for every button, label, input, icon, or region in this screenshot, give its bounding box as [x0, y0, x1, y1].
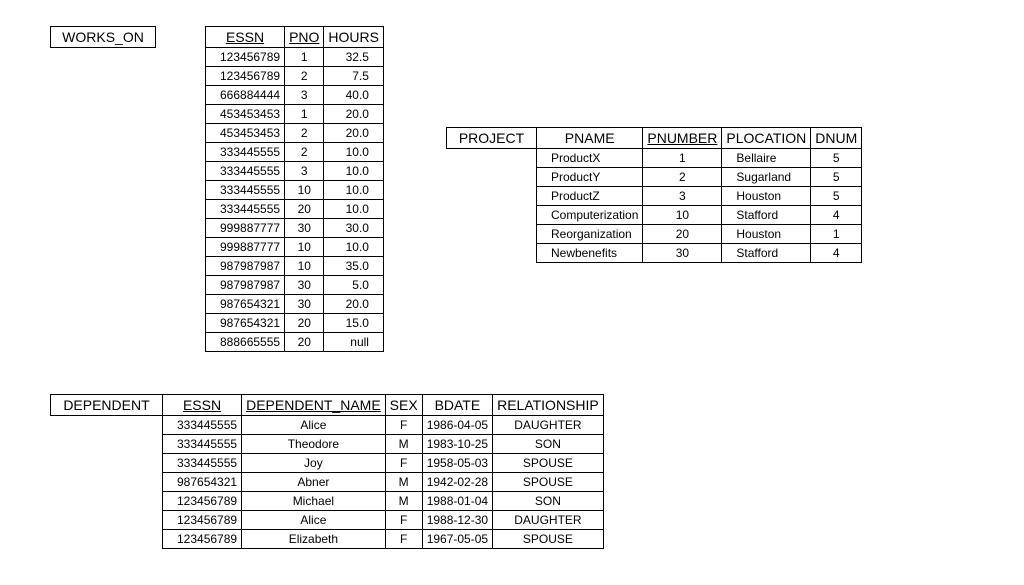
table-row [537, 149, 862, 168]
column-header: BDATE [422, 395, 492, 416]
table-cell: F [385, 454, 422, 473]
table-cell: 10.0 [324, 143, 384, 162]
table-cell: 10 [285, 257, 324, 276]
table-cell: 2 [643, 168, 722, 187]
table-cell: 30 [643, 244, 722, 263]
table-cell: 10.0 [324, 238, 384, 257]
table-cell: 4 [811, 244, 862, 263]
table-cell: F [385, 530, 422, 549]
table-row [206, 143, 384, 162]
table-cell: Joy [242, 454, 386, 473]
table-row [206, 67, 384, 86]
table-cell: SPOUSE [493, 454, 604, 473]
table-cell: 10.0 [324, 181, 384, 200]
table-cell: ProductZ [537, 187, 643, 206]
table-row [163, 473, 604, 492]
column-header: ESSN [206, 27, 285, 48]
table-cell: Abner [242, 473, 386, 492]
column-header: PLOCATION [722, 128, 811, 149]
column-header: ESSN [163, 395, 242, 416]
table-cell: M [385, 492, 422, 511]
table-cell: M [385, 473, 422, 492]
table-cell: 35.0 [324, 257, 384, 276]
table-cell: 2 [285, 143, 324, 162]
table-cell: SPOUSE [493, 473, 604, 492]
table-cell: 1958-05-03 [422, 454, 492, 473]
table-cell: Theodore [242, 435, 386, 454]
table-cell: SPOUSE [493, 530, 604, 549]
table-row [537, 244, 862, 263]
table-cell: Stafford [722, 244, 811, 263]
table-cell: 123456789 [163, 511, 242, 530]
table-cell: 2 [285, 67, 324, 86]
table-cell: 123456789 [206, 67, 285, 86]
table-row [163, 454, 604, 473]
table-cell: 1 [285, 105, 324, 124]
table-cell: 333445555 [206, 162, 285, 181]
table-cell: 123456789 [206, 48, 285, 67]
table-row [537, 168, 862, 187]
table-cell: 1986-04-05 [422, 416, 492, 435]
column-header: RELATIONSHIP [493, 395, 604, 416]
table-cell: 666884444 [206, 86, 285, 105]
column-header: SEX [385, 395, 422, 416]
table-cell: 20 [643, 225, 722, 244]
works-on-name: WORKS_ON [50, 26, 156, 48]
table-cell: 7.5 [324, 67, 384, 86]
table-cell: Newbenefits [537, 244, 643, 263]
project-table [536, 127, 862, 263]
table-cell: ProductX [537, 149, 643, 168]
column-header: PNO [285, 27, 324, 48]
table-cell: 1988-12-30 [422, 511, 492, 530]
table-cell: 3 [285, 162, 324, 181]
table-cell: Computerization [537, 206, 643, 225]
table-cell: 10 [285, 181, 324, 200]
column-header: DNUM [811, 128, 862, 149]
table-cell: M [385, 435, 422, 454]
table-cell: 333445555 [206, 181, 285, 200]
table-row [163, 492, 604, 511]
table-cell: Elizabeth [242, 530, 386, 549]
table-cell: 999887777 [206, 219, 285, 238]
table-cell: 333445555 [163, 416, 242, 435]
table-cell: 32.5 [324, 48, 384, 67]
works-on-table [205, 26, 384, 352]
table-cell: 5 [811, 168, 862, 187]
table-cell: 1 [643, 149, 722, 168]
table-cell: 999887777 [206, 238, 285, 257]
column-header: PNUMBER [643, 128, 722, 149]
table-cell: DAUGHTER [493, 511, 604, 530]
table-cell: 333445555 [163, 435, 242, 454]
table-cell: 5 [811, 187, 862, 206]
table-row [206, 276, 384, 295]
table-row [206, 257, 384, 276]
table-cell: 453453453 [206, 124, 285, 143]
table-cell: 1942-02-28 [422, 473, 492, 492]
table-row [537, 206, 862, 225]
table-cell: 20.0 [324, 295, 384, 314]
table-cell: 20 [285, 200, 324, 219]
table-cell: Alice [242, 511, 386, 530]
table-cell: 4 [811, 206, 862, 225]
table-row [537, 225, 862, 244]
table-cell: 3 [285, 86, 324, 105]
table-cell: Stafford [722, 206, 811, 225]
table-cell: 987654321 [206, 295, 285, 314]
table-cell: 1 [811, 225, 862, 244]
table-cell: Michael [242, 492, 386, 511]
table-row [206, 162, 384, 181]
column-header: HOURS [324, 27, 384, 48]
table-cell: 5.0 [324, 276, 384, 295]
table-cell: 10.0 [324, 200, 384, 219]
column-header: DEPENDENT_NAME [242, 395, 386, 416]
table-cell: 1988-01-04 [422, 492, 492, 511]
table-cell: 333445555 [163, 454, 242, 473]
dependent-table [162, 394, 604, 549]
table-cell: 3 [643, 187, 722, 206]
table-cell: 30 [285, 276, 324, 295]
table-row [163, 416, 604, 435]
table-cell: 123456789 [163, 530, 242, 549]
table-cell: 20 [285, 314, 324, 333]
table-cell: 5 [811, 149, 862, 168]
table-cell: 10 [285, 238, 324, 257]
table-row [206, 200, 384, 219]
table-cell: SON [493, 435, 604, 454]
table-row [206, 295, 384, 314]
table-cell: F [385, 416, 422, 435]
table-cell: F [385, 511, 422, 530]
table-cell: 333445555 [206, 200, 285, 219]
table-cell: 2 [285, 124, 324, 143]
table-cell: 20.0 [324, 105, 384, 124]
table-row [163, 511, 604, 530]
table-row [206, 86, 384, 105]
table-cell: 10 [643, 206, 722, 225]
table-row [206, 333, 384, 352]
table-row [537, 187, 862, 206]
table-cell: 1967-05-05 [422, 530, 492, 549]
table-cell: 1 [285, 48, 324, 67]
table-cell: 987654321 [163, 473, 242, 492]
table-cell: 123456789 [163, 492, 242, 511]
table-cell: 987987987 [206, 276, 285, 295]
table-cell: 15.0 [324, 314, 384, 333]
table-cell: 30.0 [324, 219, 384, 238]
table-cell: 453453453 [206, 105, 285, 124]
column-header: PNAME [537, 128, 643, 149]
table-cell: 30 [285, 219, 324, 238]
table-cell: Alice [242, 416, 386, 435]
table-row [206, 124, 384, 143]
table-cell: 987987987 [206, 257, 285, 276]
table-cell: 30 [285, 295, 324, 314]
table-row [206, 314, 384, 333]
table-cell: Sugarland [722, 168, 811, 187]
table-cell: 40.0 [324, 86, 384, 105]
table-row [206, 238, 384, 257]
table-row [206, 219, 384, 238]
table-cell: Reorganization [537, 225, 643, 244]
table-cell: ProductY [537, 168, 643, 187]
table-row [206, 105, 384, 124]
table-cell: null [324, 333, 384, 352]
table-row [206, 181, 384, 200]
project-name: PROJECT [446, 127, 537, 149]
table-cell: 20 [285, 333, 324, 352]
table-row [163, 530, 604, 549]
table-cell: 20.0 [324, 124, 384, 143]
table-row [163, 435, 604, 454]
table-cell: Houston [722, 225, 811, 244]
table-cell: SON [493, 492, 604, 511]
table-cell: 1983-10-25 [422, 435, 492, 454]
table-row [206, 48, 384, 67]
table-cell: 888665555 [206, 333, 285, 352]
table-cell: Houston [722, 187, 811, 206]
table-cell: Bellaire [722, 149, 811, 168]
dependent-name: DEPENDENT [50, 394, 163, 416]
table-cell: 987654321 [206, 314, 285, 333]
table-cell: 333445555 [206, 143, 285, 162]
table-cell: DAUGHTER [493, 416, 604, 435]
table-cell: 10.0 [324, 162, 384, 181]
